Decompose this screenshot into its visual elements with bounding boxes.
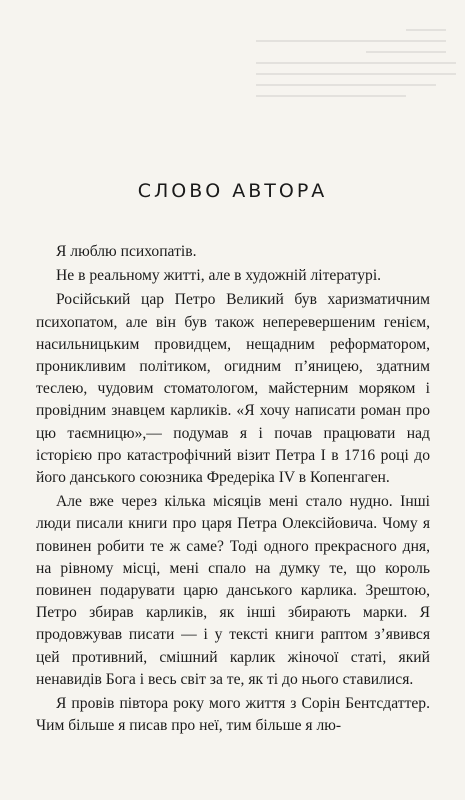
paragraph: Я провів півтора року мого життя з Сорін Бентсдаттер. Чим більше я писав про неї, тим більше я лю- [36, 695, 430, 735]
paragraph: Не в реальному житті, але в художній літературі. [56, 267, 382, 285]
chapter-heading: СЛОВО АВТОРА [137, 180, 328, 202]
paragraph: Російський цар Петро Великий був харизматичним психопатом, але він був також неперевершеним генієм, насильницьким провидцем, нещадним реформатором, проникливим політиком, огидним п’яницею, здатним теслею, чудовим стоматологом, майстерним моряком і провідним знавцем карликів. «Я хочу написати роман про цю таємницю»,— подумав я і почав працювати над історією про катастрофічний візит Петра I в 1716 році до його данського союзника Фредеріка IV в Копенгаген. [36, 291, 430, 487]
paragraph: Я люблю психопатів. [56, 243, 197, 260]
paragraph: Але вже через кілька місяців мені стало нудно. Інші люди писали книги про царя Петра Олексійовича. Чому я повинен робити те ж саме? Тоді одного прекрасного дня, на рівному місці, мені спало на думку те, що король повинен подарувати царю данського карлика. Зрештою, Петро збирав карликів, як інші збирають марки. Я продовжував писати — і у тексті книги раптом з’явився цей противний, смішний карлик жіночої статі, який ненавидів Бога і весь світ за те, як ті до нього ставилися. [36, 493, 430, 688]
main-text [36, 241, 430, 737]
bleed-through-text [256, 20, 456, 170]
